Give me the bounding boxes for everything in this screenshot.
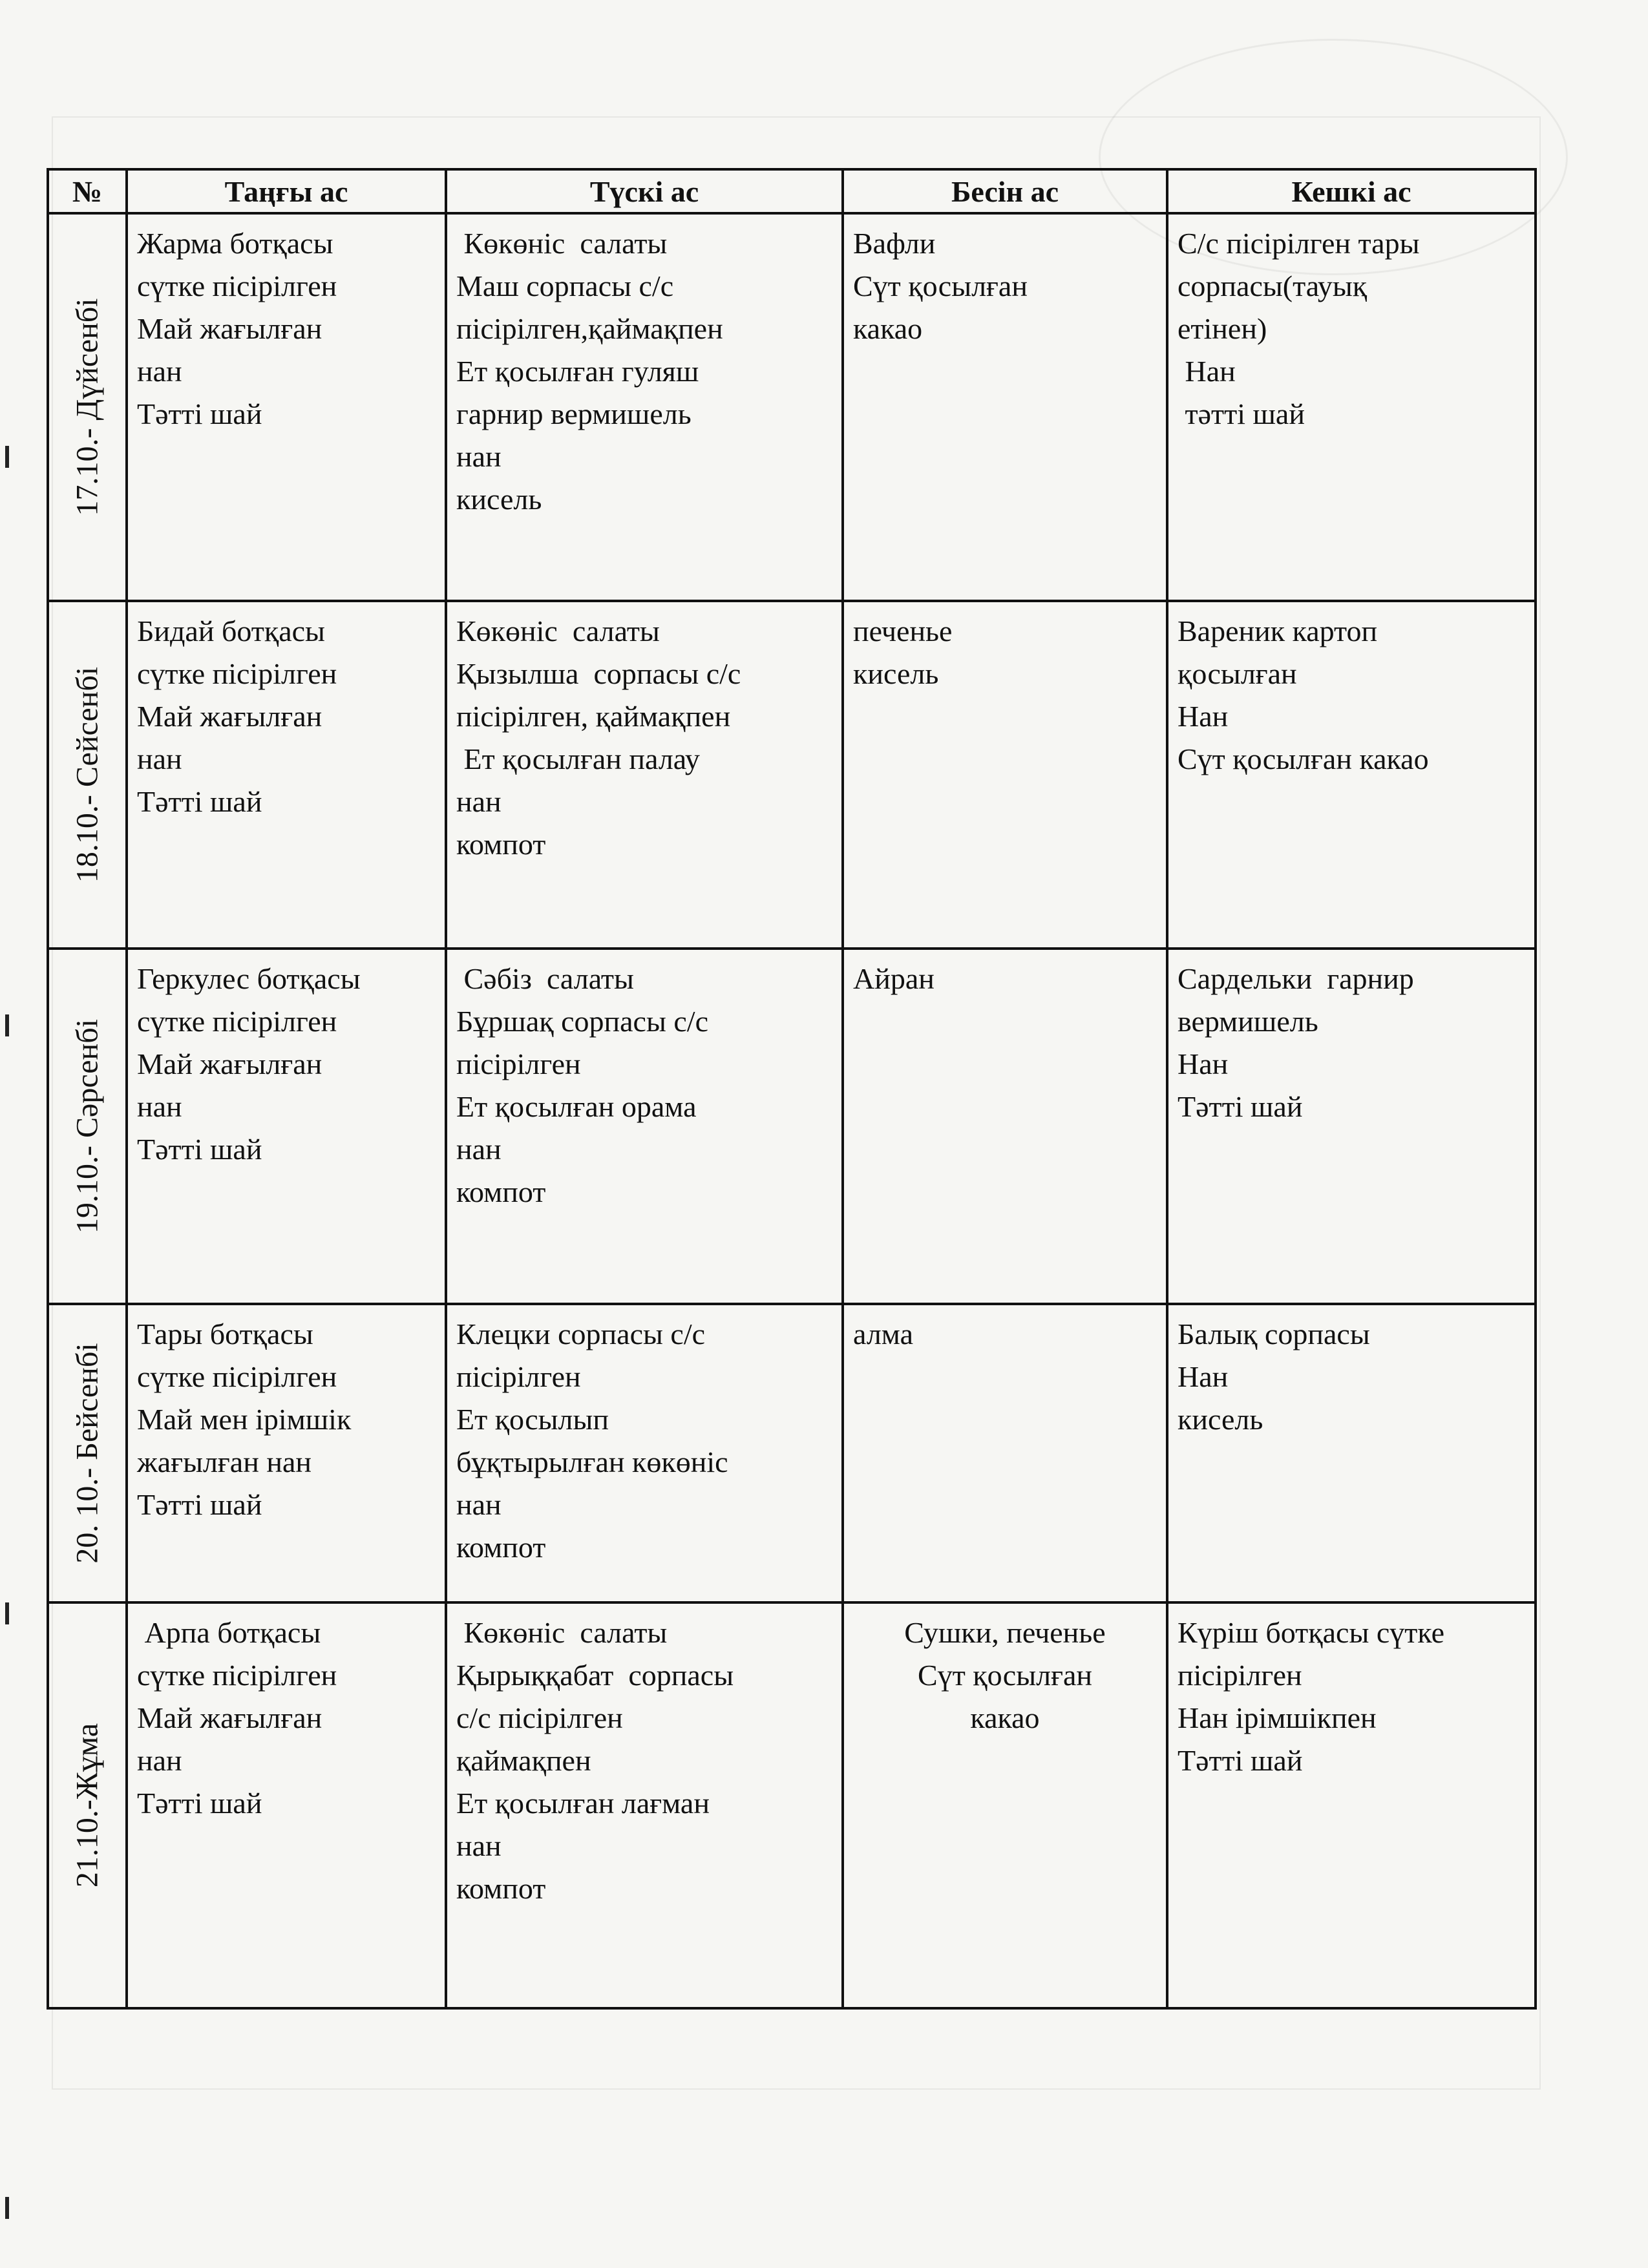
menu-item-line: кисель: [456, 483, 542, 516]
menu-item-line: нан: [137, 1090, 182, 1123]
weekly-menu-table: [47, 168, 1537, 2010]
header-snack: Бесін ас: [843, 169, 1167, 213]
menu-item-line: Ет қосылып: [456, 1403, 609, 1436]
menu-item-line: пісірілген: [1178, 1659, 1302, 1692]
menu-item-line: пісірілген,қаймақпен: [456, 312, 723, 345]
menu-item-line: Көкөніс салаты: [456, 614, 660, 647]
menu-item-line: жағылған нан: [137, 1445, 312, 1478]
menu-item-line: сүтке пісірілген: [137, 1005, 337, 1038]
menu-item-line: Күріш ботқасы сүтке: [1178, 1616, 1445, 1649]
day-cell: [48, 1304, 127, 1602]
menu-item-line: нан: [456, 1829, 502, 1862]
margin-mark: [5, 1602, 9, 1624]
menu-item-line: компот: [456, 1531, 546, 1564]
day-cell: [48, 213, 127, 601]
breakfast-cell: [127, 601, 446, 949]
menu-item-line: Көкөніс салаты: [456, 227, 668, 260]
menu-item-line: нан: [456, 440, 502, 473]
menu-item-line: Бұршақ сорпасы с/с: [456, 1005, 708, 1038]
day-label: 21.10.-Жұма: [70, 1723, 105, 1888]
menu-item-line: Нан: [1178, 1047, 1229, 1080]
menu-item-line: Тәтті шай: [137, 785, 262, 818]
table-row: [48, 213, 1536, 601]
menu-item-line: Жарма ботқасы: [137, 227, 333, 260]
menu-item-line: Нан: [1178, 355, 1236, 388]
menu-item-line: Вареник картоп: [1178, 614, 1378, 647]
dinner-cell-content: [1168, 215, 1534, 436]
menu-item-line: Ет қосылған орама: [456, 1090, 697, 1123]
snack-cell: [843, 1602, 1167, 2008]
menu-item-line: печенье: [853, 614, 953, 647]
menu-item-line: Тәтті шай: [1178, 1744, 1303, 1777]
table-row: [48, 601, 1536, 949]
menu-item-line: сүтке пісірілген: [137, 1659, 337, 1692]
menu-item-line: Май жағылған: [137, 1047, 322, 1080]
header-dinner: Кешкі ас: [1167, 169, 1536, 213]
lunch-cell-content: [447, 1604, 841, 1910]
menu-item-line: Ет қосылған палау: [456, 742, 700, 775]
snack-cell-content: [844, 602, 1166, 695]
menu-item-line: Май жағылған: [137, 1701, 322, 1734]
menu-item-line: нан: [456, 1133, 502, 1166]
menu-item-line: Сәбіз салаты: [456, 962, 634, 995]
menu-item-line: Балық сорпасы: [1178, 1318, 1370, 1350]
day-label: 20. 10.- Бейсенбі: [70, 1343, 105, 1564]
dinner-cell: [1167, 213, 1536, 601]
menu-item-line: етінен): [1178, 312, 1267, 345]
menu-item-line: какао: [853, 312, 923, 345]
table-row: [48, 1304, 1536, 1602]
menu-item-line: пісірілген, қаймақпен: [456, 700, 731, 733]
breakfast-cell: [127, 1304, 446, 1602]
snack-cell-content: [844, 1305, 1166, 1356]
dinner-cell-content: [1168, 1305, 1534, 1441]
menu-item-line: Тәтті шай: [137, 1133, 262, 1166]
day-cell: [48, 1602, 127, 2008]
breakfast-cell: [127, 1602, 446, 2008]
table-row: [48, 1602, 1536, 2008]
menu-item-line: сорпасы(тауық: [1178, 269, 1368, 302]
snack-cell-content: [844, 215, 1166, 350]
menu-item-line: нан: [456, 1488, 502, 1521]
menu-item-line: Нан: [1178, 1360, 1229, 1393]
menu-item-line: Тәтті шай: [137, 1488, 262, 1521]
menu-item-line: вермишель: [1178, 1005, 1318, 1038]
menu-item-line: Сардельки гарнир: [1178, 962, 1414, 995]
dinner-cell-content: [1168, 602, 1534, 781]
lunch-cell-content: [447, 1305, 841, 1569]
header-breakfast: Таңғы ас: [127, 169, 446, 213]
margin-mark: [5, 2197, 9, 2219]
snack-cell-content: [844, 1604, 1166, 1739]
menu-item-line: Бидай ботқасы: [137, 614, 325, 647]
menu-item-line: Ет қосылған гуляш: [456, 355, 699, 388]
menu-item-line: бұқтырылған көкөніс: [456, 1445, 728, 1478]
menu-item-line: Клецки сорпасы с/с: [456, 1318, 706, 1350]
header-lunch: Түскі ас: [446, 169, 843, 213]
menu-item-line: сүтке пісірілген: [137, 1360, 337, 1393]
margin-mark: [5, 446, 9, 468]
lunch-cell-content: [447, 950, 841, 1213]
menu-item-line: пісірілген: [456, 1047, 581, 1080]
header-num: №: [48, 169, 127, 213]
breakfast-cell-content: [128, 602, 445, 823]
lunch-cell: [446, 949, 843, 1304]
menu-item-line: Сүт қосылған какао: [1178, 742, 1429, 775]
menu-item-line: Нан: [1178, 700, 1229, 733]
menu-item-line: пісірілген: [456, 1360, 581, 1393]
table-row: [48, 949, 1536, 1304]
breakfast-cell-content: [128, 215, 445, 436]
menu-item-line: Сушки, печенье: [904, 1616, 1106, 1649]
menu-item-line: нан: [456, 785, 502, 818]
day-cell: [48, 949, 127, 1304]
dinner-cell: [1167, 1304, 1536, 1602]
lunch-cell-content: [447, 215, 841, 521]
dinner-cell: [1167, 1602, 1536, 2008]
dinner-cell-content: [1168, 1604, 1534, 1782]
menu-item-line: сүтке пісірілген: [137, 269, 337, 302]
snack-cell: [843, 1304, 1167, 1602]
margin-mark: [5, 1014, 9, 1036]
lunch-cell: [446, 213, 843, 601]
snack-cell: [843, 213, 1167, 601]
menu-item-line: Қырыққабат сорпасы: [456, 1659, 734, 1692]
menu-item-line: компот: [456, 1872, 546, 1905]
breakfast-cell-content: [128, 1305, 445, 1526]
snack-cell-content: [844, 950, 1166, 1000]
breakfast-cell: [127, 949, 446, 1304]
menu-item-line: нан: [137, 1744, 182, 1777]
menu-item-line: Тәтті шай: [137, 1787, 262, 1820]
dinner-cell: [1167, 949, 1536, 1304]
menu-item-line: сүтке пісірілген: [137, 657, 337, 690]
menu-item-line: нан: [137, 355, 182, 388]
breakfast-cell: [127, 213, 446, 601]
menu-item-line: тәтті шай: [1178, 397, 1305, 430]
menu-item-line: Нан ірімшікпен: [1178, 1701, 1377, 1734]
menu-item-line: Маш сорпасы с/с: [456, 269, 674, 302]
menu-item-line: Тәтті шай: [1178, 1090, 1303, 1123]
lunch-cell: [446, 1304, 843, 1602]
menu-item-line: Май жағылған: [137, 700, 322, 733]
menu-item-line: Тәтті шай: [137, 397, 262, 430]
menu-item-line: Арпа ботқасы: [137, 1616, 321, 1649]
lunch-cell-content: [447, 602, 841, 866]
menu-item-line: Айран: [853, 962, 935, 995]
menu-item-line: Көкөніс салаты: [456, 1616, 668, 1649]
menu-item-line: компот: [456, 828, 546, 861]
menu-item-line: Май жағылған: [137, 312, 322, 345]
menu-item-line: Сүт қосылған: [918, 1659, 1092, 1692]
menu-item-line: компот: [456, 1175, 546, 1208]
menu-item-line: кисель: [853, 657, 939, 690]
menu-item-line: гарнир вермишель: [456, 397, 692, 430]
menu-item-line: қосылған: [1178, 657, 1297, 690]
menu-item-line: с/с пісірілген: [456, 1701, 623, 1734]
day-cell: [48, 601, 127, 949]
menu-item-line: Тары ботқасы: [137, 1318, 313, 1350]
menu-item-line: С/с пісірілген тары: [1178, 227, 1420, 260]
dinner-cell-content: [1168, 950, 1534, 1128]
menu-item-line: Сүт қосылған: [853, 269, 1028, 302]
menu-item-line: какао: [970, 1701, 1040, 1734]
day-label: 17.10.- Дүйсенбі: [70, 298, 105, 516]
lunch-cell: [446, 601, 843, 949]
menu-item-line: нан: [137, 742, 182, 775]
menu-item-line: алма: [853, 1318, 913, 1350]
day-label: 18.10.- Сейсенбі: [70, 666, 105, 883]
header-row: [48, 169, 1536, 213]
snack-cell: [843, 949, 1167, 1304]
menu-item-line: Вафли: [853, 227, 936, 260]
menu-item-line: Қызылша сорпасы с/с: [456, 657, 741, 690]
breakfast-cell-content: [128, 950, 445, 1171]
menu-item-line: кисель: [1178, 1403, 1263, 1436]
menu-item-line: Ет қосылған лағман: [456, 1787, 710, 1820]
menu-item-line: қаймақпен: [456, 1744, 591, 1777]
menu-item-line: Май мен ірімшік: [137, 1403, 352, 1436]
lunch-cell: [446, 1602, 843, 2008]
snack-cell: [843, 601, 1167, 949]
breakfast-cell-content: [128, 1604, 445, 1825]
day-label: 19.10.- Сәрсенбі: [70, 1019, 105, 1234]
dinner-cell: [1167, 601, 1536, 949]
menu-item-line: Геркулес ботқасы: [137, 962, 361, 995]
